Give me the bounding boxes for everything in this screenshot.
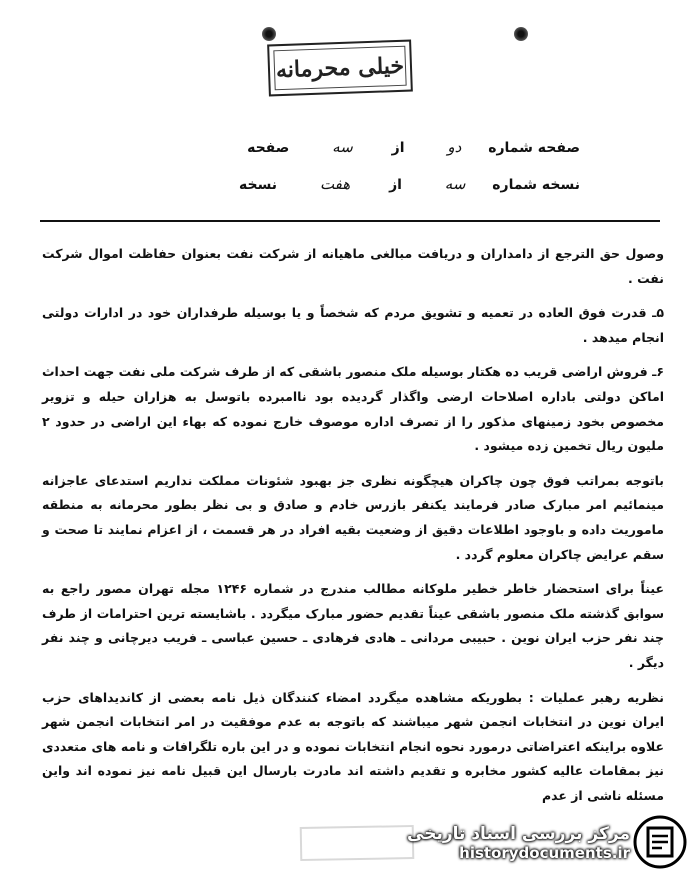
copy-total: هفت <box>319 175 351 193</box>
copy-number-row <box>217 175 580 193</box>
page-label: صفحه شماره <box>488 140 580 156</box>
paragraph-4: باتوجه بمراتب فوق چون چاکران هیچگونه نظری جز بهبود شئونات مملکت نداریم استدعای عاجزانه مینمائیم امر مبارک صادر فرمایند یکنفر بازرس خادم و صادق و بی نظر بطور محرمانه به منطقه ماموریت داده و باوجود اطلاعات دقیق از وضعیت بقیه افراد در هر قسمت ، از اعزام نمایند تا صحت و سقم عرایض چاکران معلوم گردد . <box>42 472 664 562</box>
classification-stamp: خیلی محرمانه <box>267 40 413 97</box>
copy-label: نسخه شماره <box>492 177 580 193</box>
watermark-url: historydocuments.ir <box>459 844 630 862</box>
punch-hole-right <box>514 27 528 41</box>
copy-number: سه <box>444 175 466 193</box>
archive-logo-icon <box>632 814 688 870</box>
page-unit: صفحه <box>247 140 290 156</box>
paragraph-1: وصول حق الترجع از دامداران و دریافت مبالغی ماهیانه از شرکت نفت بعنوان حفاظت اموال شرکت نفت . <box>42 246 664 286</box>
copy-unit: نسخه <box>238 177 278 193</box>
paragraph-3: ۶ـ فروش اراضی قریب ده هکتار بوسیله ملک منصور باشقی که از طرف شرکت ملی نفت جهت احداث اماکن دولتی باداره اصلاحات ارضی واگذار گردیده بود ناامبرده باتوسل به هزاران حیله و تزویر مخصوص بخود زمینهای مذکور را از تصرف اداره موصوف خارج نموده که بهاء این اراضی در حدود ۲ ملیون ریال تخمین زده میشود . <box>42 364 664 454</box>
header-divider <box>40 220 660 222</box>
paragraph-6: نظریه رهبر عملیات : بطوریکه مشاهده میگردد امضاء کنندگان ذیل نامه بعضی از کاندیداهای حزب ایران نوین در انتخابات انجمن شهر میباشند که باتوجه به عدم موفقیت در امر انتخابات انجمن شهر علاوه براینکه اعتراضاتی درمورد نحوه انجام انتخابات نموده و در این باره تلگرافات و نامه های متعددی نیز بمقامات عالیه کشور مخابره و تقدیم داشته اند مادرت بارسال این قبیل نامه نیز نموده اند واین مسئله ناشی از عدم <box>42 689 664 803</box>
document-body <box>42 242 664 818</box>
page-of-label: از <box>391 140 405 156</box>
page-number-row <box>225 138 580 156</box>
page-number: دو <box>447 138 462 156</box>
paragraph-2: ۵ـ قدرت فوق العاده در تعمیه و تشویق مردم که شخصاً و یا بوسیله طرفداران خود در ادارات دولتی انجام میدهد . <box>42 305 664 345</box>
archive-watermark <box>330 814 630 872</box>
punch-hole-left <box>262 27 276 41</box>
watermark-text <box>407 824 630 862</box>
copy-of-label: از <box>389 177 402 193</box>
page-total: سه <box>332 138 353 156</box>
paragraph-5: عیناً برای استحضار خاطر خطیر ملوکانه مطالب مندرج در شماره ۱۲۴۶ مجله تهران مصور راجع به سوابق گذشته ملک منصور باشقی عیناً تقدیم حضور مبارک میگردد . باشایسته ترین احترامات از طرف چند نفر حزب ایران نوین . حبیبی مردانی ـ هادی فرهادی ـ حسین عباسی ـ فریب دیرچانی و چند نفر دیگر . <box>42 581 664 670</box>
watermark-title: مرکز بررسی اسناد تاریخی <box>407 824 630 844</box>
